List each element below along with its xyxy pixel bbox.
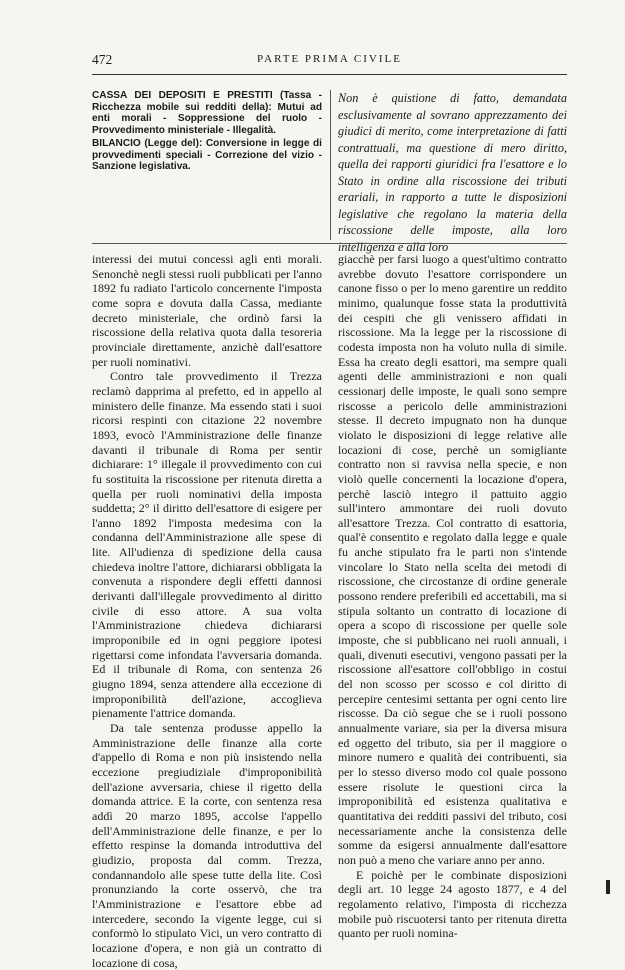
running-title: PARTE PRIMA CIVILE [257,53,402,65]
paragraph-left-3: Da tale sentenza produsse appello la Amministrazione delle finanze alla corte d'appello di Roma e non più insistendo nella eccezione pregiudiziale d'improponibilità dell'azione avversaria, chiese il rigetto della domanda attrice. E la corte, con sentenza resa addì 20 marzo 1895, accolse l'appello dell'Amministrazione delle finanze, e per lo effetto respinse la domanda introduttiva del giudizio, proposta dal comm. Trezza, condannandolo alle spese tutte della lite. Così pronunziando la corte osservò, che tra l'Amministrazione e l'esattore ebbe ad intercedere, secondo la vigente legge, cui si conformò lo stipulato Vici, un vero contratto di locazione d'opera, e non già un contratto di locazione di cosa, [92,721,322,970]
massima-bilancio: BILANCIO (Legge del): Conversione in legge di provvedimenti speciali - Correzione del vizio - Sanzione legislativa. [92,138,322,172]
page-number: 472 [92,52,113,67]
paragraph-left-2: Contro tale provvedimento il Trezza reclamò dapprima al prefetto, ed in appello al ministero delle finanze. Ma essendo stati i suoi ricorsi respinti con citazione 22 novembre 1893, evocò l'Amministrazione delle finanze davanti il tribunale di Roma per sentir dichiarare: 1° illegale il provvedimento con cui fu sostituita la riscossione per ritenuta diretta a quella per ruoli nominativi della imposta suddetta; 2° il diritto dell'esattore di esigere per l'anno 1892 l'imposta medesima con la condanna dell'Amministrazione alle spese di lite. All'udienza di spedizione della causa chiedeva inoltre l'attore, dichiararsi obbligata la convenuta a rispondere degli effetti dannosi derivanti dall'illegale provvedimento al diritto civile di esso attore. A sua volta l'Amministrazione chiedeva dichiararsi improponibile ed in ogni peggiore ipotesi rigettarsi come infondata l'avversaria domanda. Ed il tribunale di Roma, con sentenza 26 giugno 1894, senza attendere alla eccezione di improponibilità dell'azione, accoglieva pienamente l'attrice domanda. [92,369,322,721]
massime-block [92,90,322,175]
paragraph-left-1: interessi dei mutui concessi agli enti morali. Senonchè negli stessi ruoli pubblicati per l'anno 1892 fu radiato l'articolo concernente l'imposta come sopra e dovuta dalla Cassa, mediante decreto ministeriale, che ordinò farsi la riscossione della relativa quota dalla tesoreria provinciale direttamente, anzichè dall'esattore per ruoli nominativi. [92,252,322,369]
column-divider [330,90,331,240]
section-divider [92,243,567,244]
massima-italic-text: Non è quistione di fatto, demandata esclusivamente al sovrano apprezzamento dei giudici di merito, come interpretazione di fatti contrattuali, ma questione di mero diritto, quella dei rapporti giuridici fra l'esattore e lo Stato in ordine alla riscossione dei tributi erariali, in rapporto a tutte le disposizioni legislative che regolano la materia della riscossione delle imposte, alla loro intelligenza e alla loro [338,91,567,254]
right-column-body [338,252,567,941]
page-header [92,52,567,75]
margin-mark [606,880,610,894]
paragraph-right-2: E poichè per le combinate disposizioni degli art. 10 legge 24 agosto 1877, e 4 del regolamento relativo, l'imposta di ricchezza mobile può riscuotersi tanto per ritenuta diretta quanto per ruoli nomina- [338,867,567,941]
massima-italic-block [338,90,567,255]
massima-cassa-depositi: CASSA DEI DEPOSITI E PRESTITI (Tassa - Ricchezza mobile sui redditi della): Mutui ad enti morali - Soppressione del ruolo - Provvedimento ministeriale - Illegalità. [92,90,322,136]
left-column-body [92,252,322,970]
paragraph-right-1: giacchè per farsi luogo a quest'ultimo contratto avrebbe dovuto l'esattore corrispondere un canone fisso o per lo meno garentire un reddito minimo, qualunque fosse stata la produttività dei cespiti che gli venissero affidati in riscossione. Ma la legge per la riscossione di codesta imposta non ha voluto nulla di simile. Essa ha creato degli esattori, ma sempre quali agenti delle amministrazioni e non quali cessionarj delle imposte, le quali sono sempre riscosse a pericolo delle amministrazioni stesse. Il decreto impugnato non ha dunque violato le disposizioni di legge relative alle locazioni di cose, perchè un somigliante contratto non si ravvisa nella specie, e non violò quelle concernenti la locazione d'opera, perchè lasciò integro il pattuito aggio sull'intero ammontare dei ruoli dovuto all'esattore Trezza. Col contratto di esattoria, qual'è consentito e regolato dalla legge e quale fu anche stipulato fra le parti non s'intende vincolare lo Stato nella scelta dei metodi di riscossione, che circostanze di ordine generale possono rendere preferibili ed accettabili, ma si stipula soltanto un contratto di locazione di opera a scopo di riscossione per quelle sole imposte, che si pubblicano nei ruoli annuali, i quali, divenuti esecutivi, vengono passati per la riscossione all'esattore coll'obbligo in costui del non scosso per scosso e col diritto di percepire centesimi settanta per ogni cento lire riscosse. Da ciò segue che se i ruoli possono annualmente variare, sia per la diversa misura ed oggetto del tributo, sia per il maggiore o minore numero e qualità dei contribuenti, sia per lo stesso diverso modo col quale possono essere risolute le questioni circa la improponibilità ed esistenza qualitativa e quantitativa dei redditi passivi del tributo, cosi necessariamente anche la consistenza delle somme da esigersi annualmente dall'esattore non può a meno che variare anno per anno. [338,252,567,867]
